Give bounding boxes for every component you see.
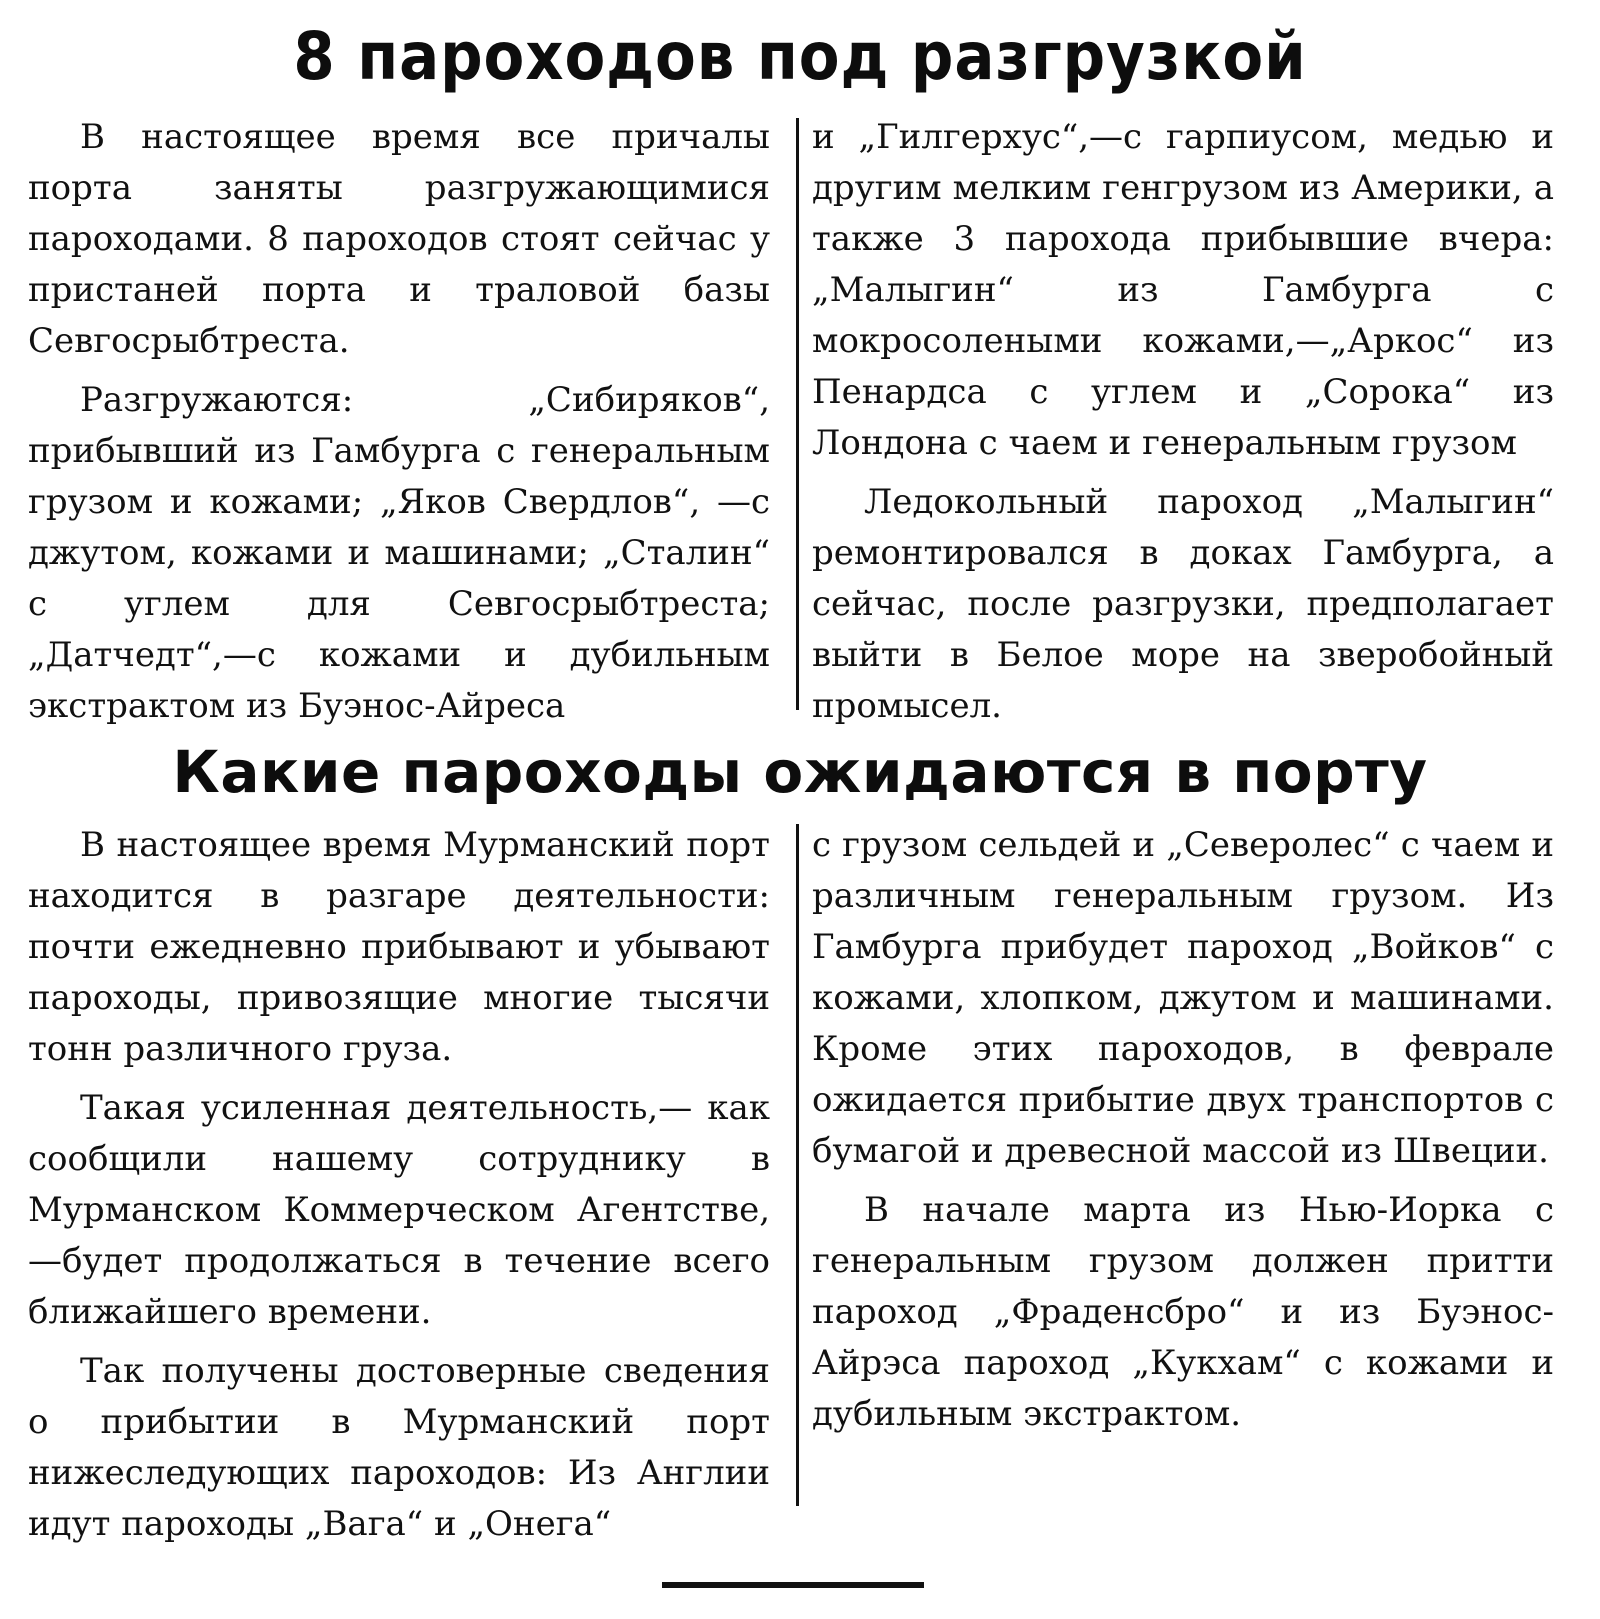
end-of-article-rule (662, 1582, 924, 1588)
article1-right-column (812, 112, 1554, 740)
column-divider (796, 824, 799, 1506)
article2-paragraph: Так получены достоверные сведения о прибытии в Мурманский порт нижеследующих пароходов: Из Англии идут пароходы „Вага“ и „Онега“ (28, 1351, 770, 1544)
column-divider (796, 118, 799, 710)
article2-paragraph: В настоящее время Мурманский порт находится в разгаре деятельности: почти ежедневно прибывают и убывают пароходы, привозящие многие тысячи тонн различного груза. (28, 825, 770, 1069)
article2-left-column (28, 820, 770, 1558)
article-expected-ships (22, 820, 1578, 1544)
article-unloading-ships (22, 112, 1578, 726)
article1-paragraph: и „Гилгерхус“,—с гарпиусом, медью и другим мелким генгрузом из Америки, а также 3 парохода прибывшие вчера: „Малыгин“ из Гамбурга с мокросолеными кожами,—„Аркос“ из Пенардса с углем и „Сорока“ из Лондона с чаем и генеральным грузом (812, 117, 1554, 463)
article1-left-column (28, 112, 770, 740)
article1-paragraph: В настоящее время все причалы порта заняты разгружающимися пароходами. 8 пароходов стоят сейчас у пристаней порта и траловой базы Севгосрыбтреста. (28, 117, 770, 361)
article2-paragraph: В начале марта из Нью-Иорка с генеральным грузом должен притти пароход „Фраденсбро“ и из Буэнос-Айрэса пароход „Кукхам“ с кожами и дубильным экстрактом. (812, 1190, 1554, 1434)
article2-right-column (812, 820, 1554, 1448)
article1-paragraph: Разгружаются: „Сибиряков“, прибывший из Гамбурга с генеральным грузом и кожами; „Яков Свердлов“, —с джутом, кожами и машинами; „Сталин“ с углем для Севгосрыбтреста; „Датчедт“,—с кожами и дубильным экстрактом из Буэнос-Айреса (28, 380, 770, 726)
article1-paragraph: Ледокольный пароход „Малыгин“ ремонтировался в доках Гамбурга, а сейчас, после разгрузки, предполагает выйти в Белое море на зверобойный промысел. (812, 482, 1554, 726)
headline-unloading-ships: 8 пароходов под разгрузкой (293, 18, 1307, 95)
headline-expected-ships: Какие пароходы ожидаются в порту (172, 738, 1428, 806)
article2-paragraph: с грузом сельдей и „Северолес“ с чаем и различным генеральным грузом. Из Гамбурга прибудет пароход „Войков“ с кожами, хлопком, джутом и машинами. Кроме этих пароходов, в феврале ожидается прибытие двух транспортов с бумагой и древесной массой из Швеции. (812, 825, 1554, 1171)
article2-paragraph: Такая усиленная деятельность,— как сообщили нашему сотруднику в Мурманском Коммерческом Агентстве,—будет продолжаться в течение всего ближайшего времени. (28, 1088, 770, 1332)
